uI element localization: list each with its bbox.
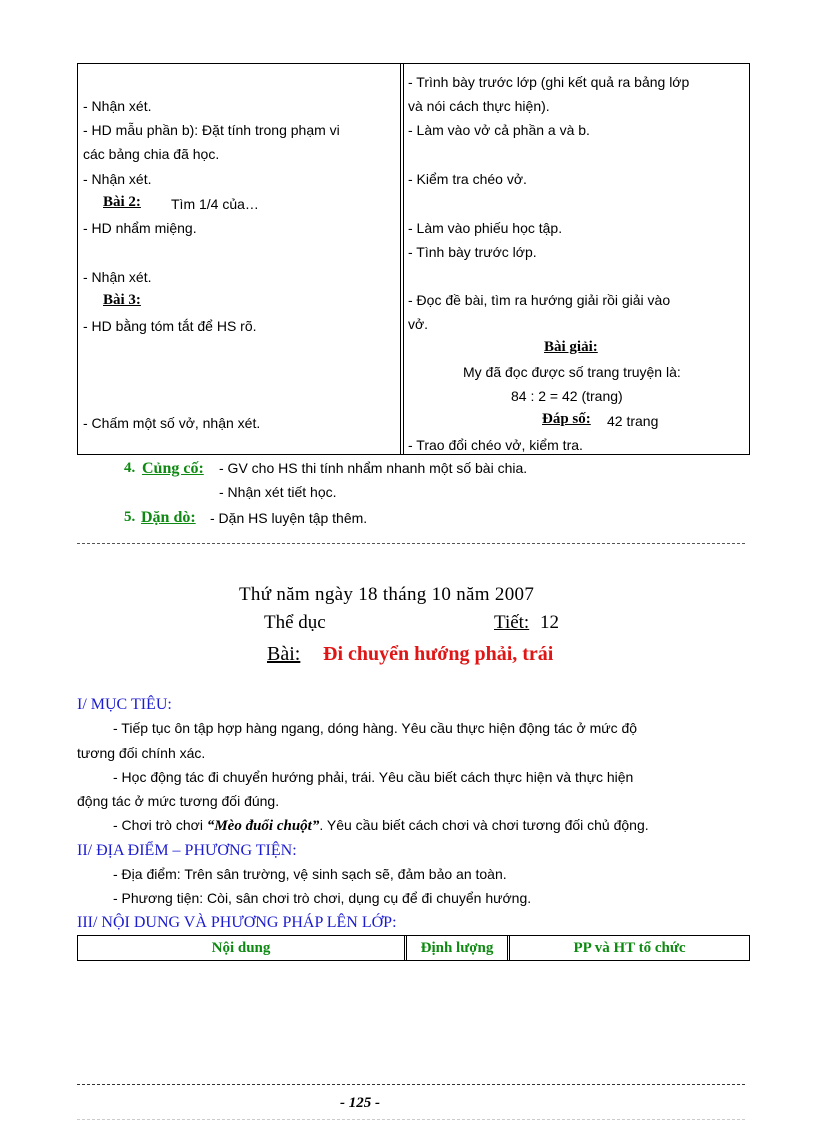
column-divider [400,64,404,454]
page-number: - 125 - [340,1095,380,1111]
section-1-heading: I/ MỤC TIÊU: [77,696,172,713]
separator-line [77,543,745,544]
dap-so-value: 42 trang [607,413,659,429]
cung-co-number: 4. [124,460,136,476]
dan-do-text: - Dặn HS luyện tập thêm. [210,510,368,526]
right-line: - Đọc đề bài, tìm ra hướng giải rồi giải vào [408,292,671,308]
left-line: - HD nhẩm miệng. [83,220,197,236]
left-line: các bảng chia đã học. [83,146,220,162]
objective-line: tương đối chính xác. [77,745,206,761]
left-line: - Chấm một số vở, nhận xét. [83,415,261,431]
right-line: - Tình bày trước lớp. [408,244,537,260]
column-header-method: PP và HT tổ chức [573,939,686,956]
footer-separator [77,1084,745,1085]
lesson-subject: Thể dục [264,612,326,633]
right-line: - Làm vào phiếu học tập. [408,220,563,236]
right-line: - Trình bày trước lớp (ghi kết quả ra bảng lớp [408,74,690,90]
period-label: Tiết: [494,612,530,633]
left-line: - HD mẫu phần b): Đặt tính trong phạm vi [83,122,340,138]
dan-do-title: Dặn dò: [141,509,196,526]
column-header-quantity: Định lượng [407,936,510,960]
right-line: - Làm vào vở cả phần a và b. [408,122,590,138]
section-2-heading: II/ ĐỊA ĐIỂM – PHƯƠNG TIỆN: [77,842,297,859]
solution-calc: 84 : 2 = 42 (trang) [511,388,623,404]
left-line: - Nhận xét. [83,171,152,187]
left-line: - HD bằng tóm tắt để HS rõ. [83,318,257,334]
content-table-header [77,935,750,961]
footer-bottom-line [77,1119,745,1120]
section-3-heading: III/ NỘI DUNG VÀ PHƯƠNG PHÁP LÊN LỚP: [77,914,397,931]
bai-2-title: Tìm 1/4 của… [171,196,259,212]
bai-3-label: Bài 3: [103,292,141,308]
objective-line: - Tiếp tục ôn tập hợp hàng ngang, dóng hàng. Yêu cầu thực hiện động tác ở mức độ [113,720,638,736]
activity-table [77,63,750,455]
objective-line: động tác ở mức tương đối đúng. [77,793,280,809]
left-line: - Nhận xét. [83,98,152,114]
objective-game-prefix: - Chơi trò chơi [113,817,207,833]
bai-2-label: Bài 2: [103,194,141,210]
lesson-date: Thứ năm ngày 18 tháng 10 năm 2007 [239,584,535,605]
right-line: - Kiểm tra chéo vở. [408,171,527,187]
objective-game-suffix: . Yêu cầu biết cách chơi và chơi tương đối chủ động. [319,817,649,833]
period-number: 12 [540,612,559,633]
objective-game-line [113,817,649,835]
lesson-title: Đi chuyển hướng phải, trái [323,643,554,665]
cung-co-line: - GV cho HS thi tính nhẩm nhanh một số bài chia. [219,460,528,476]
cung-co-line: - Nhận xét tiết học. [219,484,337,500]
objective-line: - Học động tác đi chuyển hướng phải, trái. Yêu cầu biết cách thực hiện và thực hiện [113,769,634,785]
dap-so-label: Đáp số: [542,411,591,427]
right-line: - Trao đổi chéo vở, kiểm tra. [408,437,583,453]
cung-co-title: Củng cố: [142,460,204,477]
solution-line: My đã đọc được số trang truyện là: [463,364,681,380]
left-line: - Nhận xét. [83,269,152,285]
location-line: - Địa điểm: Trên sân trường, vệ sinh sạch sẽ, đảm bảo an toàn. [113,866,507,882]
right-line: vở. [408,316,429,332]
bai-label: Bài: [267,643,301,665]
column-header-content: Nội dung [78,936,407,960]
equipment-line: - Phương tiện: Còi, sân chơi trò chơi, dụng cụ để đi chuyển hướng. [113,890,532,906]
game-name: “Mèo đuổi chuột” [206,818,320,834]
dan-do-number: 5. [124,509,136,525]
right-line: và nói cách thực hiện). [408,98,550,114]
bai-giai-label: Bài giải: [544,339,598,355]
